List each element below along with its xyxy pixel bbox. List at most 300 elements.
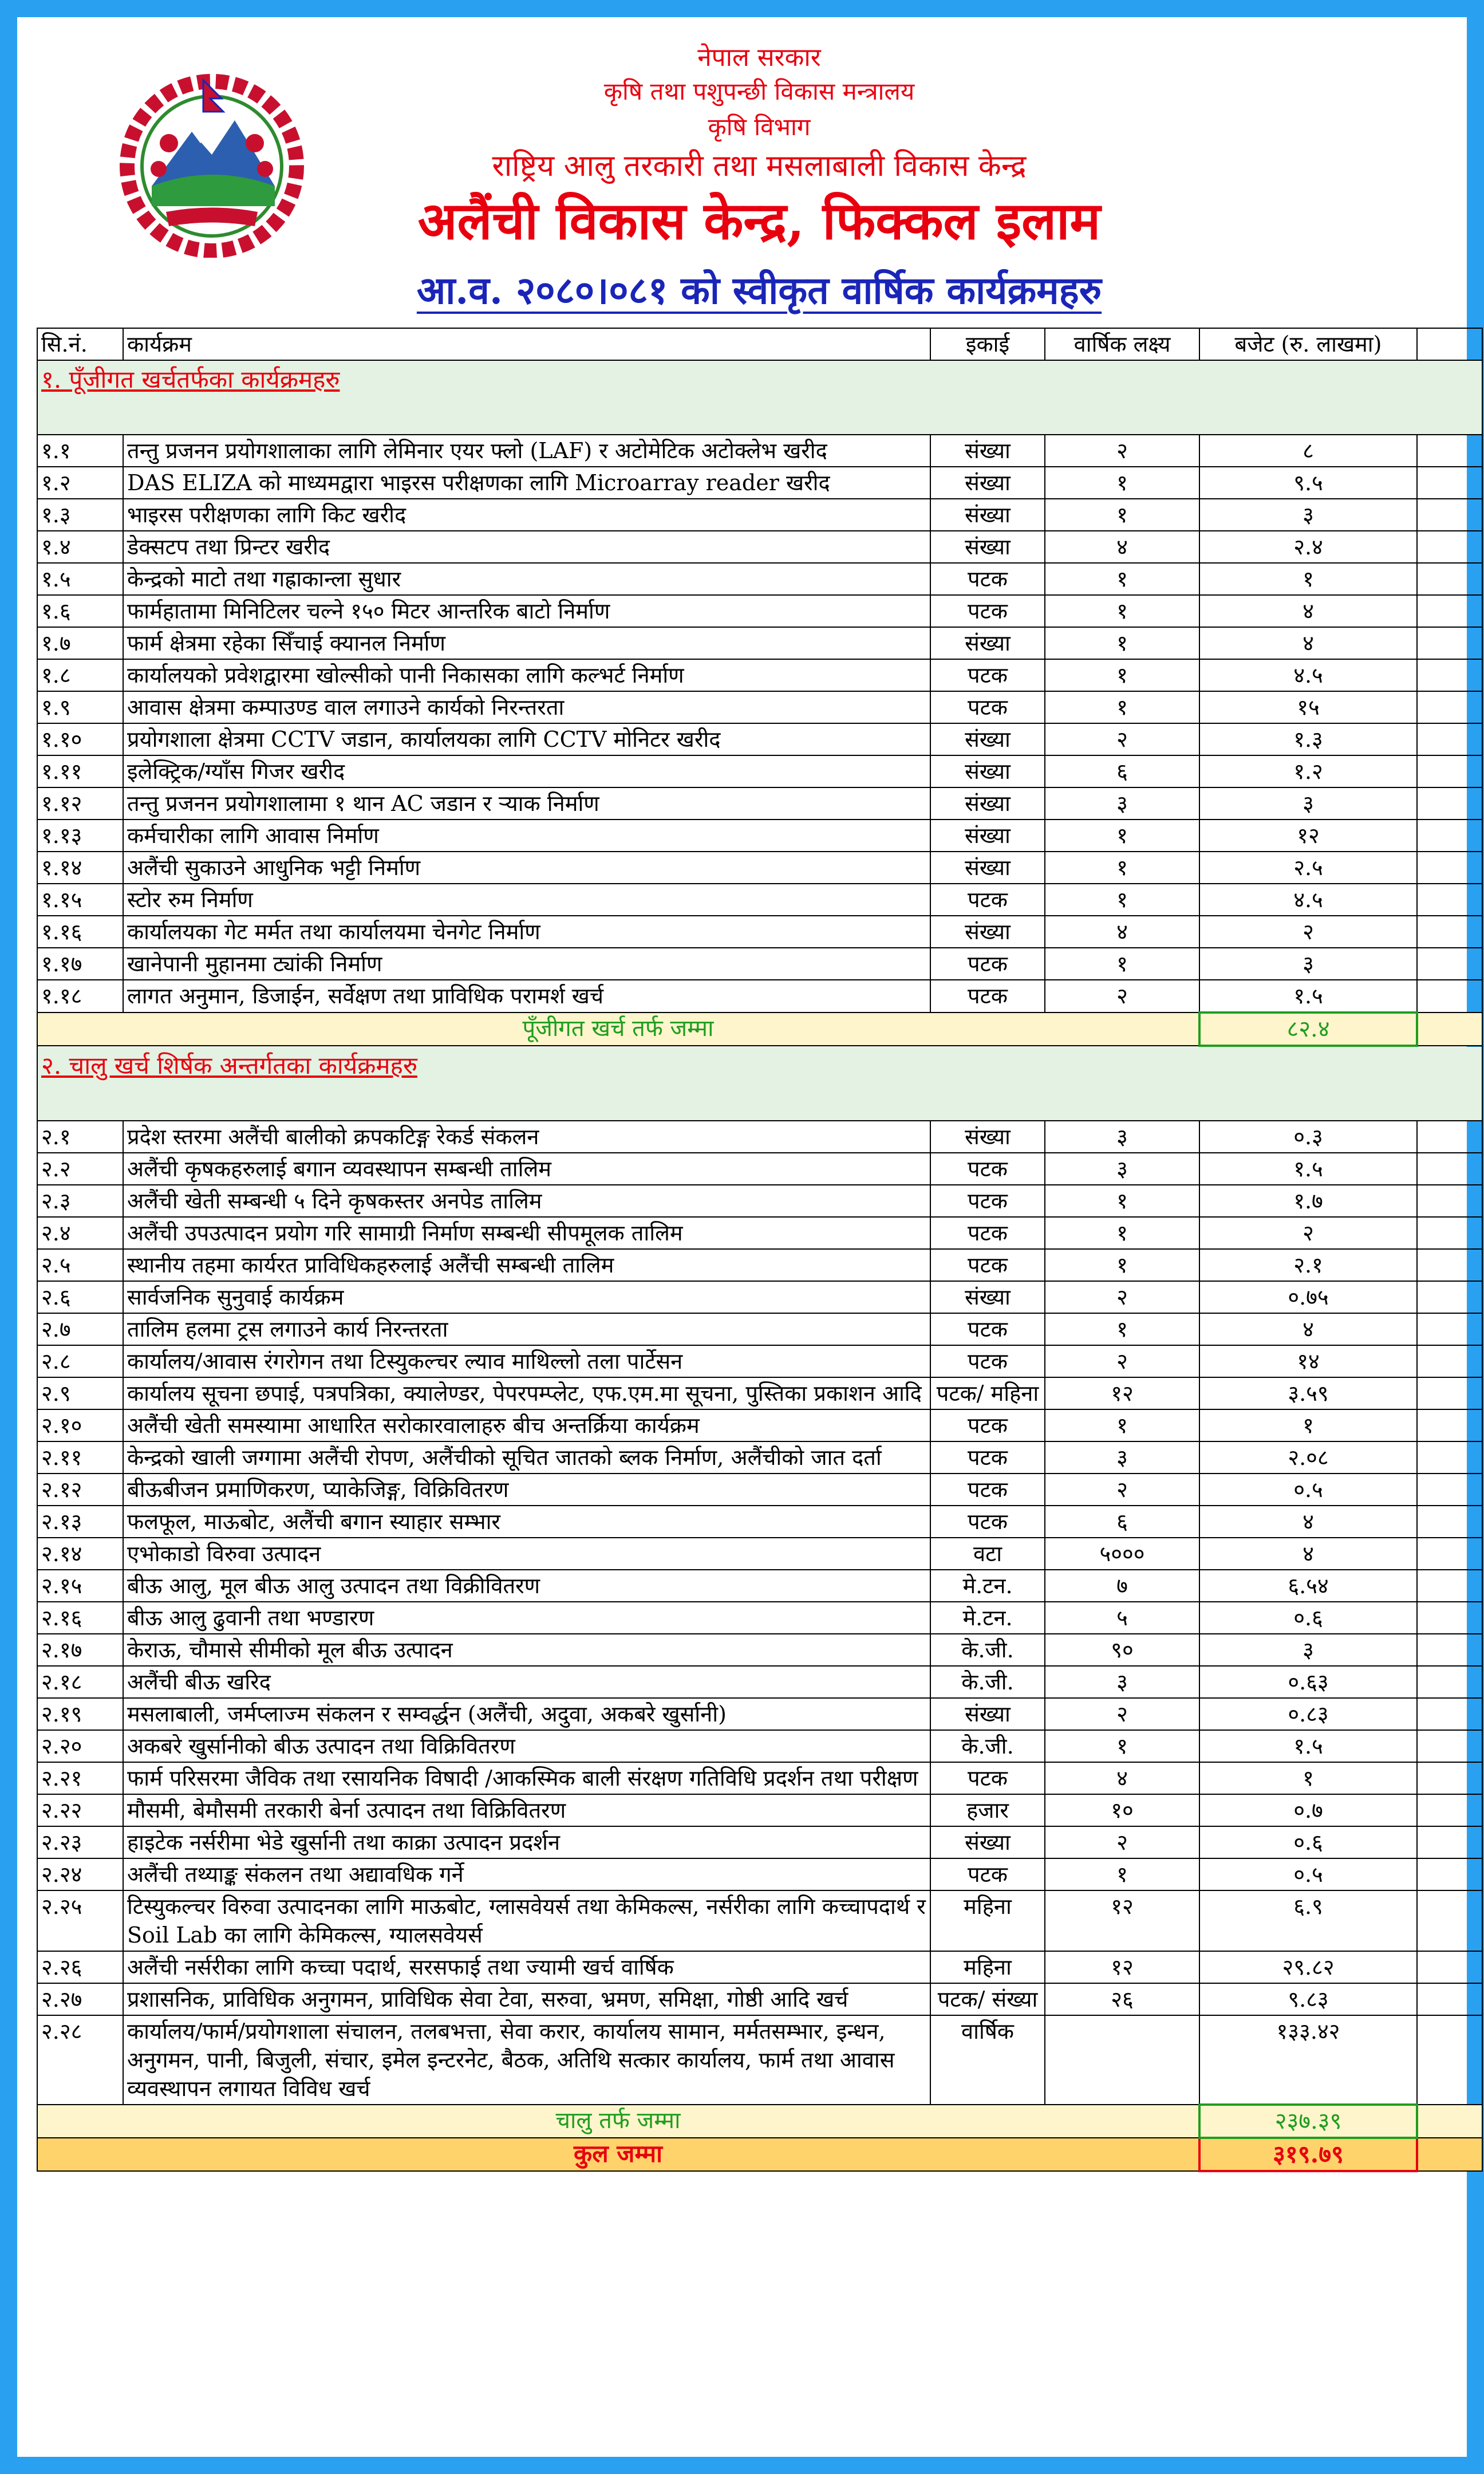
cell-sn: १.४: [37, 531, 123, 563]
table-row: [37, 1666, 1482, 1698]
cell-unit: पटक: [930, 1474, 1045, 1506]
cell-sn: १.६: [37, 595, 123, 627]
cell-program: प्रदेश स्तरमा अलैंची बालीको क्रपकटिङ्ग रेकर्ड संकलन: [123, 1121, 930, 1153]
cell-program: तन्तु प्रजनन प्रयोगशालामा १ थान AC जडान र र्‍याक निर्माण: [123, 787, 930, 820]
cell-unit: संख्या: [930, 852, 1045, 884]
cell-budget: १: [1199, 1762, 1417, 1794]
cell-unit: पटक: [930, 1441, 1045, 1474]
cell-budget: ४: [1199, 627, 1417, 659]
section-row-recurrent: [37, 1046, 1482, 1121]
cell-sn: १.७: [37, 627, 123, 659]
cell-blank: [1417, 499, 1482, 531]
table-row: [37, 1983, 1482, 2015]
cell-blank: [1417, 1762, 1482, 1794]
table-row: [37, 787, 1482, 820]
center-name: राष्ट्रिय आलु तरकारी तथा मसलाबाली विकास केन्द्र: [492, 149, 1027, 183]
col-target-header: वार्षिक लक्ष्य: [1045, 328, 1199, 360]
cell-program: मौसमी, बेमौसमी तरकारी बेर्ना उत्पादन तथा विक्रिवितरण: [123, 1794, 930, 1826]
cell-unit: संख्या: [930, 755, 1045, 787]
cell-unit: पटक: [930, 1153, 1045, 1185]
cell-sn: २.१३: [37, 1506, 123, 1538]
cell-budget: ४.५: [1199, 884, 1417, 916]
table-row: [37, 1409, 1482, 1441]
cell-sn: १.१२: [37, 787, 123, 820]
cell-blank: [1417, 627, 1482, 659]
cell-sn: १.११: [37, 755, 123, 787]
cell-sn: २.२५: [37, 1890, 123, 1951]
grand-total-blank: [1417, 2138, 1482, 2171]
cell-blank: [1417, 852, 1482, 884]
cell-blank: [1417, 563, 1482, 595]
cell-unit: पटक: [930, 595, 1045, 627]
table-row: [37, 1217, 1482, 1249]
cell-blank: [1417, 531, 1482, 563]
cell-blank: [1417, 595, 1482, 627]
col-program-header: कार्यक्रम: [123, 328, 930, 360]
cell-unit: पटक: [930, 948, 1045, 980]
table-row: [37, 563, 1482, 595]
cell-program: एभोकाडो विरुवा उत्पादन: [123, 1538, 930, 1570]
cell-unit: पटक: [930, 1858, 1045, 1890]
cell-program: अलैंची तथ्याङ्क संकलन तथा अद्यावधिक गर्ने: [123, 1858, 930, 1890]
cell-budget: २.१: [1199, 1249, 1417, 1281]
cell-target: १२: [1045, 1951, 1199, 1983]
cell-unit: के.जी.: [930, 1634, 1045, 1666]
table-row: [37, 755, 1482, 787]
section-title-text: २. चालु खर्च शिर्षक अन्तर्गतका कार्यक्रमहरु: [41, 1051, 417, 1080]
cell-unit: संख्या: [930, 467, 1045, 499]
cell-program: अलैंची कृषकहरुलाई बगान व्यवस्थापन सम्बन्धी तालिम: [123, 1153, 930, 1185]
table-row: [37, 1730, 1482, 1762]
cell-program: लागत अनुमान, डिजाईन, सर्वेक्षण तथा प्राविधिक परामर्श खर्च: [123, 980, 930, 1013]
cell-target: १: [1045, 659, 1199, 691]
cell-sn: २.६: [37, 1281, 123, 1313]
table-row: [37, 1185, 1482, 1217]
cell-program: स्थानीय तहमा कार्यरत प्राविधिकहरुलाई अलैंची सम्बन्धी तालिम: [123, 1249, 930, 1281]
subtotal-row-recurrent: [37, 2105, 1482, 2138]
cell-program: अकबरे खुर्सानीको बीऊ उत्पादन तथा विक्रिवितरण: [123, 1730, 930, 1762]
cell-blank: [1417, 1794, 1482, 1826]
cell-program: टिस्युकल्चर विरुवा उत्पादनका लागि माऊबोट, ग्लासवेयर्स तथा केमिकल्स, नर्सरीका लागि कच्चापदार्थ र Soil Lab का लागि केमिकल्स, ग्यालसवेयर्स: [123, 1890, 930, 1951]
cell-target: १: [1045, 948, 1199, 980]
cell-program: स्टोर रुम निर्माण: [123, 884, 930, 916]
cell-blank: [1417, 1730, 1482, 1762]
table-row: [37, 723, 1482, 755]
cell-budget: ०.८३: [1199, 1698, 1417, 1730]
cell-sn: २.८: [37, 1345, 123, 1377]
cell-target: १: [1045, 1313, 1199, 1345]
cell-sn: २.४: [37, 1217, 123, 1249]
table-row: [37, 435, 1482, 467]
cell-unit: संख्या: [930, 916, 1045, 948]
cell-program: फार्म क्षेत्रमा रहेका सिँचाई क्यानल निर्माण: [123, 627, 930, 659]
cell-sn: २.२: [37, 1153, 123, 1185]
cell-blank: [1417, 1858, 1482, 1890]
cell-unit: संख्या: [930, 787, 1045, 820]
cell-unit: संख्या: [930, 531, 1045, 563]
cell-unit: पटक: [930, 1217, 1045, 1249]
table-row: [37, 1281, 1482, 1313]
cell-sn: २.५: [37, 1249, 123, 1281]
cell-sn: २.१८: [37, 1666, 123, 1698]
cell-sn: २.१६: [37, 1602, 123, 1634]
cell-program: प्रयोगशाला क्षेत्रमा CCTV जडान, कार्यालयका लागि CCTV मोनिटर खरीद: [123, 723, 930, 755]
cell-budget: ३: [1199, 499, 1417, 531]
cell-target: १: [1045, 884, 1199, 916]
cell-budget: १४: [1199, 1345, 1417, 1377]
table-header-row: [37, 328, 1482, 360]
cell-blank: [1417, 1281, 1482, 1313]
cell-sn: २.२४: [37, 1858, 123, 1890]
cell-program: DAS ELIZA को माध्यमद्वारा भाइरस परीक्षणका लागि Microarray reader खरीद: [123, 467, 930, 499]
cell-program: तन्तु प्रजनन प्रयोगशालाका लागि लेमिनार एयर फ्लो (LAF) र अटोमेटिक अटोक्लेभ खरीद: [123, 435, 930, 467]
cell-sn: १.५: [37, 563, 123, 595]
gov-name: नेपाल सरकार: [697, 43, 821, 72]
cell-target: १: [1045, 1409, 1199, 1441]
cell-blank: [1417, 1121, 1482, 1153]
table-row: [37, 1634, 1482, 1666]
cell-sn: १.३: [37, 499, 123, 531]
cell-budget: ०.३: [1199, 1121, 1417, 1153]
table-row: [37, 1121, 1482, 1153]
cell-program: कार्यालयका गेट मर्मत तथा कार्यालयमा चेनगेट निर्माण: [123, 916, 930, 948]
totals-section: [37, 2105, 1482, 2171]
program-table: [37, 328, 1483, 2172]
cell-sn: १.१८: [37, 980, 123, 1013]
table-row: [37, 627, 1482, 659]
cell-program: फलफूल, माऊबोट, अलैंची बगान स्याहार सम्भार: [123, 1506, 930, 1538]
cell-sn: २.११: [37, 1441, 123, 1474]
table-row: [37, 1506, 1482, 1538]
cell-sn: २.२८: [37, 2015, 123, 2105]
subtotal-row-capital: [37, 1013, 1482, 1046]
cell-blank: [1417, 820, 1482, 852]
cell-unit: पटक/ महिना: [930, 1377, 1045, 1409]
cell-unit: संख्या: [930, 627, 1045, 659]
subtotal-blank: [1417, 2105, 1482, 2138]
cell-blank: [1417, 916, 1482, 948]
cell-sn: २.१२: [37, 1474, 123, 1506]
cell-sn: २.१०: [37, 1409, 123, 1441]
table-row: [37, 1377, 1482, 1409]
cell-budget: ४: [1199, 595, 1417, 627]
cell-target: २: [1045, 1281, 1199, 1313]
cell-target: १: [1045, 467, 1199, 499]
cell-target: ४: [1045, 531, 1199, 563]
cell-unit: संख्या: [930, 1826, 1045, 1858]
cell-target: १: [1045, 852, 1199, 884]
cell-unit: वार्षिक: [930, 2015, 1045, 2105]
cell-sn: २.२३: [37, 1826, 123, 1858]
cell-program: कार्यालय सूचना छपाई, पत्रपत्रिका, क्यालेण्डर, पेपरपम्प्लेट, एफ.एम.मा सूचना, पुस्तिका प्रकाशन आदि: [123, 1377, 930, 1409]
table-row: [37, 1313, 1482, 1345]
cell-sn: १.१०: [37, 723, 123, 755]
cell-budget: १: [1199, 563, 1417, 595]
cell-budget: १: [1199, 1409, 1417, 1441]
cell-budget: ३.५९: [1199, 1377, 1417, 1409]
cell-sn: १.१: [37, 435, 123, 467]
table-row: [37, 916, 1482, 948]
subtotal-label: चालु तर्फ जम्मा: [37, 2105, 1199, 2138]
cell-program: बीऊ आलु ढुवानी तथा भण्डारण: [123, 1602, 930, 1634]
table-row: [37, 659, 1482, 691]
cell-target: १: [1045, 1249, 1199, 1281]
cell-blank: [1417, 1570, 1482, 1602]
cell-target: १: [1045, 1185, 1199, 1217]
cell-target: १: [1045, 820, 1199, 852]
table-row: [37, 1698, 1482, 1730]
cell-target: ३: [1045, 1441, 1199, 1474]
cell-blank: [1417, 1698, 1482, 1730]
table-row: [37, 1441, 1482, 1474]
cell-blank: [1417, 1217, 1482, 1249]
cell-blank: [1417, 1538, 1482, 1570]
cell-target: १: [1045, 627, 1199, 659]
cell-budget: ९.५: [1199, 467, 1417, 499]
cell-unit: संख्या: [930, 820, 1045, 852]
cell-unit: पटक: [930, 980, 1045, 1013]
cell-budget: ४.५: [1199, 659, 1417, 691]
cell-target: ३: [1045, 787, 1199, 820]
cell-sn: १.१७: [37, 948, 123, 980]
cell-program: कार्यालय/आवास रंगरोगन तथा टिस्युकल्चर ल्याव माथिल्लो तला पार्टेसन: [123, 1345, 930, 1377]
cell-budget: ०.७: [1199, 1794, 1417, 1826]
cell-budget: २: [1199, 916, 1417, 948]
cell-blank: [1417, 1313, 1482, 1345]
col-unit-header: इकाई: [930, 328, 1045, 360]
cell-target: ३: [1045, 1121, 1199, 1153]
table-row: [37, 948, 1482, 980]
section-row-capital: [37, 360, 1482, 435]
cell-program: इलेक्ट्रिक/ग्याँस गिजर खरीद: [123, 755, 930, 787]
col-sn-header: सि.नं.: [37, 328, 123, 360]
cell-budget: ६.५४: [1199, 1570, 1417, 1602]
cell-budget: १.३: [1199, 723, 1417, 755]
cell-blank: [1417, 884, 1482, 916]
cell-target: २: [1045, 1345, 1199, 1377]
cell-blank: [1417, 1666, 1482, 1698]
cell-budget: २.४: [1199, 531, 1417, 563]
cell-budget: २.५: [1199, 852, 1417, 884]
cell-blank: [1417, 755, 1482, 787]
grand-total-row: [37, 2138, 1482, 2171]
cell-budget: ०.७५: [1199, 1281, 1417, 1313]
cell-sn: २.१४: [37, 1538, 123, 1570]
cell-budget: २.०८: [1199, 1441, 1417, 1474]
cell-unit: पटक: [930, 1345, 1045, 1377]
table-row: [37, 1762, 1482, 1794]
cell-sn: २.१७: [37, 1634, 123, 1666]
cell-sn: २.२२: [37, 1794, 123, 1826]
col-blank-header: [1417, 328, 1482, 360]
cell-program: अलैंची सुकाउने आधुनिक भट्टी निर्माण: [123, 852, 930, 884]
cell-target: ६: [1045, 1506, 1199, 1538]
cell-program: कार्यालयको प्रवेशद्वारमा खोल्सीको पानी निकासका लागि कल्भर्ट निर्माण: [123, 659, 930, 691]
cell-blank: [1417, 948, 1482, 980]
cell-blank: [1417, 467, 1482, 499]
cell-target: १: [1045, 563, 1199, 595]
cell-blank: [1417, 1634, 1482, 1666]
cell-unit: संख्या: [930, 499, 1045, 531]
cell-blank: [1417, 1951, 1482, 1983]
cell-target: १: [1045, 1730, 1199, 1762]
cell-budget: १२: [1199, 820, 1417, 852]
table-row: [37, 499, 1482, 531]
capital-total-section: [37, 1013, 1482, 1046]
cell-program: केन्द्रको माटो तथा गह्राकान्ला सुधार: [123, 563, 930, 595]
cell-program: कार्यालय/फार्म/प्रयोगशाला संचालन, तलबभत्ता, सेवा करार, कार्यालय सामान, मर्मतसम्भार, इन्धन, अनुगमन, पानी, बिजुली, संचार, इमेल इन्टरनेट, बैठक, अतिथि सत्कार कार्यालय, फार्म तथा आवास व्यवस्थापन लगायत विविध खर्च: [123, 2015, 930, 2105]
cell-blank: [1417, 1409, 1482, 1441]
cell-budget: ९.८३: [1199, 1983, 1417, 2015]
cell-budget: १.५: [1199, 980, 1417, 1013]
cell-program: बीऊ आलु, मूल बीऊ आलु उत्पादन तथा विक्रीवितरण: [123, 1570, 930, 1602]
cell-budget: ३: [1199, 948, 1417, 980]
cell-unit: पटक: [930, 1313, 1045, 1345]
cell-unit: मे.टन.: [930, 1602, 1045, 1634]
cell-program: अलैंची उपउत्पादन प्रयोग गरि सामाग्री निर्माण सम्बन्धी सीपमूलक तालिम: [123, 1217, 930, 1249]
recurrent-section: [37, 1046, 1482, 2105]
cell-blank: [1417, 1185, 1482, 1217]
cell-sn: २.२०: [37, 1730, 123, 1762]
cell-blank: [1417, 691, 1482, 723]
cell-unit: के.जी.: [930, 1666, 1045, 1698]
table-row: [37, 1602, 1482, 1634]
cell-target: १०: [1045, 1794, 1199, 1826]
cell-budget: ६.९: [1199, 1890, 1417, 1951]
capital-section: [37, 360, 1482, 1013]
cell-blank: [1417, 1377, 1482, 1409]
cell-budget: १.७: [1199, 1185, 1417, 1217]
cell-budget: ४: [1199, 1506, 1417, 1538]
cell-blank: [1417, 1890, 1482, 1951]
cell-blank: [1417, 435, 1482, 467]
cell-unit: संख्या: [930, 1698, 1045, 1730]
cell-blank: [1417, 1474, 1482, 1506]
cell-unit: संख्या: [930, 723, 1045, 755]
grand-total-amount: ३१९.७९: [1199, 2138, 1417, 2171]
table-row: [37, 1249, 1482, 1281]
table-row: [37, 820, 1482, 852]
cell-program: अलैंची खेती सम्बन्धी ५ दिने कृषकस्तर अनपेड तालिम: [123, 1185, 930, 1217]
cell-target: ४: [1045, 916, 1199, 948]
cell-blank: [1417, 1345, 1482, 1377]
cell-blank: [1417, 1506, 1482, 1538]
col-budget-header: बजेट (रु. लाखमा): [1199, 328, 1417, 360]
cell-budget: ३: [1199, 1634, 1417, 1666]
cell-unit: महिना: [930, 1951, 1045, 1983]
cell-target: ३: [1045, 1153, 1199, 1185]
grand-total-label: कुल जम्मा: [37, 2138, 1199, 2171]
ministry-name: कृषि तथा पशुपन्छी विकास मन्त्रालय: [603, 77, 915, 105]
cell-program: कर्मचारीका लागि आवास निर्माण: [123, 820, 930, 852]
cell-budget: १.५: [1199, 1730, 1417, 1762]
cell-sn: २.२१: [37, 1762, 123, 1794]
cell-target: २: [1045, 723, 1199, 755]
table-row: [37, 1570, 1482, 1602]
cell-target: १: [1045, 691, 1199, 723]
table-row: [37, 884, 1482, 916]
cell-unit: हजार: [930, 1794, 1045, 1826]
cell-sn: २.७: [37, 1313, 123, 1345]
subtotal-blank: [1417, 1013, 1482, 1046]
cell-program: अलैंची बीऊ खरिद: [123, 1666, 930, 1698]
cell-target: २: [1045, 980, 1199, 1013]
cell-budget: ०.५: [1199, 1858, 1417, 1890]
cell-unit: पटक: [930, 659, 1045, 691]
cell-program: केन्द्रको खाली जग्गामा अलैंची रोपण, अलैंचीको सूचित जातको ब्लक निर्माण, अलैंचीको जात दर्ता: [123, 1441, 930, 1474]
cell-program: आवास क्षेत्रमा कम्पाउण्ड वाल लगाउने कार्यको निरन्तरता: [123, 691, 930, 723]
cell-sn: १.८: [37, 659, 123, 691]
cell-blank: [1417, 787, 1482, 820]
cell-unit: संख्या: [930, 1281, 1045, 1313]
cell-sn: २.३: [37, 1185, 123, 1217]
cell-blank: [1417, 723, 1482, 755]
cell-unit: पटक: [930, 1762, 1045, 1794]
document-header: [34, 34, 1484, 321]
cell-program: केराऊ, चौमासे सीमीको मूल बीऊ उत्पादन: [123, 1634, 930, 1666]
cell-blank: [1417, 1983, 1482, 2015]
cell-program: प्रशासनिक, प्राविधिक अनुगमन, प्राविधिक सेवा टेवा, सरुवा, भ्रमण, समिक्षा, गोष्ठी आदि खर्च: [123, 1983, 930, 2015]
table-row: [37, 1474, 1482, 1506]
cell-target: २६: [1045, 1983, 1199, 2015]
cell-unit: वटा: [930, 1538, 1045, 1570]
cell-sn: १.१३: [37, 820, 123, 852]
table-row: [37, 852, 1482, 884]
cell-program: अलैंची नर्सरीका लागि कच्चा पदार्थ, सरसफाई तथा ज्यामी खर्च वार्षिक: [123, 1951, 930, 1983]
cell-target: ९०: [1045, 1634, 1199, 1666]
cell-unit: पटक: [930, 1409, 1045, 1441]
cell-budget: ०.५: [1199, 1474, 1417, 1506]
cell-sn: २.२६: [37, 1951, 123, 1983]
cell-blank: [1417, 1602, 1482, 1634]
cell-program: सार्वजनिक सुनुवाई कार्यक्रम: [123, 1281, 930, 1313]
cell-target: १२: [1045, 1890, 1199, 1951]
table-row: [37, 595, 1482, 627]
cell-target: ५०००: [1045, 1538, 1199, 1570]
cell-budget: ०.६: [1199, 1826, 1417, 1858]
cell-target: ३: [1045, 1666, 1199, 1698]
cell-unit: पटक: [930, 1249, 1045, 1281]
cell-budget: २९.८२: [1199, 1951, 1417, 1983]
cell-budget: ४: [1199, 1313, 1417, 1345]
cell-blank: [1417, 1153, 1482, 1185]
cell-target: २: [1045, 1826, 1199, 1858]
cell-program: भाइरस परीक्षणका लागि किट खरीद: [123, 499, 930, 531]
table-row: [37, 1794, 1482, 1826]
subtotal-label: पूँजीगत खर्च तर्फ जम्मा: [37, 1013, 1199, 1046]
cell-unit: पटक: [930, 1185, 1045, 1217]
cell-blank: [1417, 659, 1482, 691]
table-row: [37, 1951, 1482, 1983]
cell-sn: २.१: [37, 1121, 123, 1153]
table-row: [37, 1153, 1482, 1185]
table-row: [37, 2015, 1482, 2105]
section-title-text: १. पूँजीगत खर्चतर्फका कार्यक्रमहरु: [41, 365, 340, 393]
cell-program: डेक्सटप तथा प्रिन्टर खरीद: [123, 531, 930, 563]
subtotal-amount: ८२.४: [1199, 1013, 1417, 1046]
table-row: [37, 1345, 1482, 1377]
cell-unit: पटक: [930, 884, 1045, 916]
cell-program: खानेपानी मुहानमा ट्यांकी निर्माण: [123, 948, 930, 980]
subtitle-text: आ.व. २०८०।०८१ को स्वीकृत वार्षिक कार्यक्रमहरु: [416, 268, 1102, 313]
cell-budget: १.५: [1199, 1153, 1417, 1185]
cell-target: १: [1045, 1858, 1199, 1890]
section-title: [37, 360, 1482, 435]
cell-target: १: [1045, 1217, 1199, 1249]
cell-target: ५: [1045, 1602, 1199, 1634]
cell-blank: [1417, 1826, 1482, 1858]
cell-target: ४: [1045, 1762, 1199, 1794]
